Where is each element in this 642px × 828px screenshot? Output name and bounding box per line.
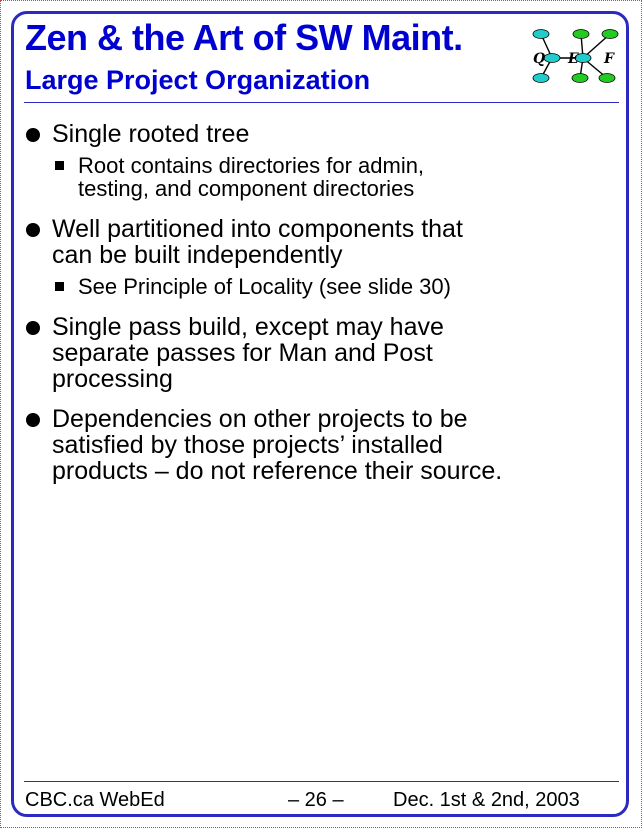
bullet-item	[25, 406, 615, 484]
bullet-text: processing	[52, 365, 173, 393]
bullet-item	[25, 314, 615, 392]
bullet-text: Dependencies on other projects to be	[52, 405, 468, 433]
bullet-dot-icon	[26, 321, 40, 335]
bullet-text: satisfied by those projects’ installed	[52, 431, 443, 459]
bullet-text: can be built independently	[52, 241, 343, 269]
footer-page-number: – 26 –	[288, 789, 344, 811]
sub-bullet-text: testing, and component directories	[78, 176, 415, 201]
slide-content	[25, 121, 615, 491]
sub-bullet-square-icon	[55, 161, 64, 170]
bullet-text: Well partitioned into components that	[52, 215, 463, 243]
sub-bullet-text: Root contains directories for admin,	[78, 153, 425, 178]
slide-title: Zen & the Art of SW Maint.	[25, 17, 463, 58]
sub-bullet-item	[25, 154, 615, 200]
footer-source: CBC.ca WebEd	[25, 789, 165, 811]
sub-bullet-item	[25, 275, 615, 298]
bullet-item	[25, 121, 615, 147]
bullet-text: Single pass build, except may have	[52, 313, 444, 341]
bullet-dot-icon	[26, 223, 40, 237]
slide-subtitle: Large Project Organization	[25, 65, 371, 95]
bullet-dot-icon	[26, 413, 40, 427]
logo-letter-e: E	[568, 51, 579, 67]
bullet-text: Single rooted tree	[52, 120, 250, 148]
logo-letter-f: F	[604, 51, 614, 67]
header-rule	[24, 102, 619, 103]
sub-bullet-square-icon	[55, 282, 64, 291]
bullet-text: products – do not reference their source.	[52, 457, 503, 485]
footer-date: Dec. 1st & 2nd, 2003	[393, 789, 580, 811]
bullet-dot-icon	[26, 128, 40, 142]
bullet-item	[25, 216, 615, 268]
sub-bullet-text: See Principle of Locality (see slide 30)	[78, 274, 451, 299]
logo-letter-q: Q	[533, 51, 546, 67]
bullet-text: separate passes for Man and Post	[52, 339, 433, 367]
footer-rule	[24, 781, 619, 782]
qef-logo-icon	[527, 23, 619, 85]
